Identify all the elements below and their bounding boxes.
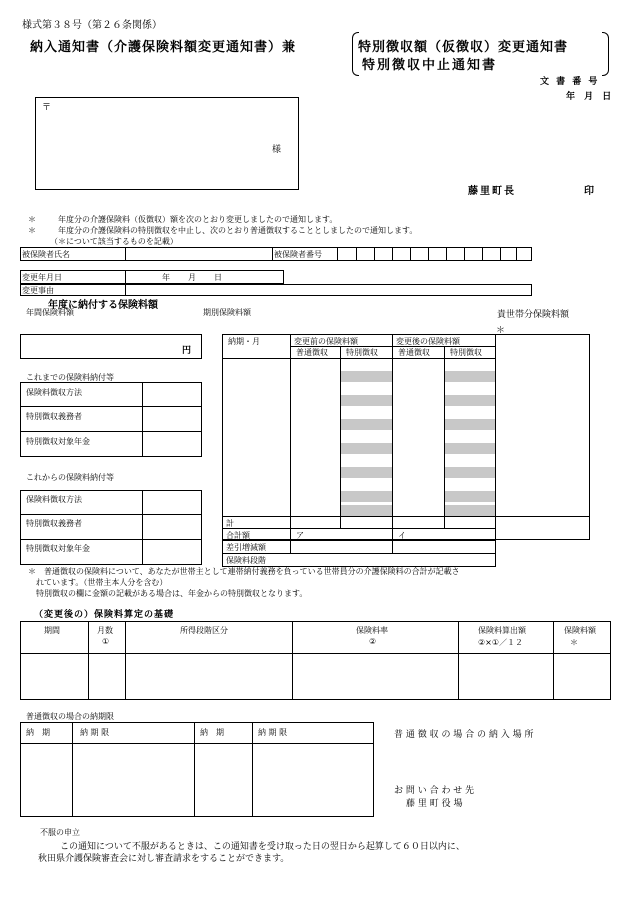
before-obligor: 特別徴収義務者 xyxy=(26,412,82,421)
annual-label: 年間保険料額 xyxy=(26,308,74,317)
title-right-2: 特別徴収中止通知書 xyxy=(362,58,498,73)
date-label: 年 月 日 xyxy=(566,92,615,102)
basis-sub-amount: ＊ xyxy=(570,638,578,647)
deadline-table xyxy=(20,722,374,817)
insured-number-label: 被保険者番号 xyxy=(274,250,322,259)
basis-sub-calc: ②×①／１２ xyxy=(478,638,524,647)
sub-special-before: 特別徴収 xyxy=(346,348,378,357)
notice-2-text: 年度分の介護保険料の特別徴収を中止し、次のとおり普通徴収することとしましたので通知します。 xyxy=(58,226,418,235)
change-date-value: 年 月 日 xyxy=(162,273,227,282)
col-month: 納期・月 xyxy=(228,337,260,346)
honorific: 様 xyxy=(272,145,282,155)
before-payment-heading: これまでの保険料納付等 xyxy=(26,373,114,382)
yen-unit: 円 xyxy=(181,346,191,356)
annual-amount-box xyxy=(20,334,202,359)
deadline-col-4: 納 期 限 xyxy=(258,728,288,737)
appeal-heading: 不服の申立 xyxy=(40,828,80,837)
payment-place: 普 通 徴 収 の 場 合 の 納 入 場 所 xyxy=(394,730,534,740)
after-obligor: 特別徴収義務者 xyxy=(26,519,82,528)
change-reason-label: 変更事由 xyxy=(22,286,54,295)
before-method: 保険料徴収方法 xyxy=(26,388,82,397)
notice-1-mark: ＊ xyxy=(28,215,36,224)
basis-heading: （変更後の）保険料算定の基礎 xyxy=(34,610,175,620)
col-after: 変更後の保険料額 xyxy=(396,337,460,346)
title-main: 納入通知書（介護保険料額変更通知書）兼 xyxy=(30,40,297,55)
inquiry-office: 藤 里 町 役 場 xyxy=(406,799,463,809)
basis-col-stage: 所得段階区分 xyxy=(180,626,228,635)
appeal-line-1: この通知について不服があるときは、この通知書を受け取った日の翌日から起算して６０日以内に、 xyxy=(60,842,465,852)
sub-special-after: 特別徴収 xyxy=(450,348,482,357)
basis-col-months: 月数 xyxy=(97,626,113,635)
notice-2-mark: ＊ xyxy=(28,226,36,235)
before-pension: 特別徴収対象年金 xyxy=(26,437,90,446)
footnote-line-3: 特別徴収の欄に金額の記載がある場合は、年金からの特別徴収となります。 xyxy=(36,589,308,598)
deadline-heading: 普通徴収の場合の納期限 xyxy=(26,712,114,721)
doc-number-label: 文 書 番 号 xyxy=(540,77,600,87)
right-brace xyxy=(602,32,609,76)
after-method: 保険料徴収方法 xyxy=(26,495,82,504)
sub-normal-before: 普通徴収 xyxy=(296,348,328,357)
sum-i: イ xyxy=(398,531,406,540)
fiscal-heading: 年度に納付する保険料額 xyxy=(48,300,158,311)
basis-sub-rate: ② xyxy=(369,637,377,646)
basis-sub-months: ① xyxy=(102,637,110,646)
sub-normal-after: 普通徴収 xyxy=(398,348,430,357)
total-label: 計 xyxy=(226,519,234,528)
basis-col-calc: 保険料算出額 xyxy=(478,626,526,635)
diff-label: 差引増減額 xyxy=(226,543,266,552)
issuer-name: 藤里町長 xyxy=(468,186,516,197)
deadline-col-2: 納 期 限 xyxy=(80,728,110,737)
household-label: 貴世帯分保険料額 xyxy=(497,310,570,320)
deadline-col-1: 納 期 xyxy=(26,728,50,737)
after-payment-heading: これからの保険料納付等 xyxy=(26,473,114,482)
basis-col-rate: 保険料率 xyxy=(356,626,388,635)
address-box xyxy=(35,97,299,190)
col-before: 変更前の保険料額 xyxy=(294,337,358,346)
sum-a: ア xyxy=(296,531,304,540)
left-brace xyxy=(352,32,359,76)
footnote-line-1: ＊ 普通徴収の保険料について、あなたが世帯主として連帯納付義務を負っている世帯員分の介護保険料の合計が記載さ xyxy=(28,567,460,576)
basis-col-amount: 保険料額 xyxy=(564,626,596,635)
footnote-line-2: れています。（世帯主本人分を含む） xyxy=(36,578,168,587)
change-date-label: 変更年月日 xyxy=(22,273,62,282)
stage-label: 保険料段階 xyxy=(226,556,266,565)
after-pension: 特別徴収対象年金 xyxy=(26,544,90,553)
basis-col-period: 期間 xyxy=(44,626,60,635)
form-number: 様式第３８号（第２６条関係） xyxy=(22,20,162,31)
postal-mark: 〒 xyxy=(42,103,52,113)
period-label: 期別保険料額 xyxy=(203,308,251,317)
deadline-col-3: 納 期 xyxy=(200,728,224,737)
period-table xyxy=(222,334,590,540)
household-mark: ＊ xyxy=(496,326,506,336)
notice-note: （＊について該当するものを記載） xyxy=(50,237,178,246)
sum-label: 合計額 xyxy=(226,531,250,540)
change-reason-row xyxy=(20,284,532,296)
insured-name-label: 被保険者氏名 xyxy=(22,250,70,259)
title-right-1: 特別徴収額（仮徴収）変更通知書 xyxy=(358,40,569,55)
inquiry-label: お 問 い 合 わ せ 先 xyxy=(394,786,475,796)
issuer-seal: 印 xyxy=(584,186,594,197)
appeal-line-2: 秋田県介護保険審査会に対し審査請求をすることができます。 xyxy=(38,854,290,864)
notice-1-text: 年度分の介護保険料（仮徴収）額を次のとおり変更しましたので通知します。 xyxy=(58,215,338,224)
